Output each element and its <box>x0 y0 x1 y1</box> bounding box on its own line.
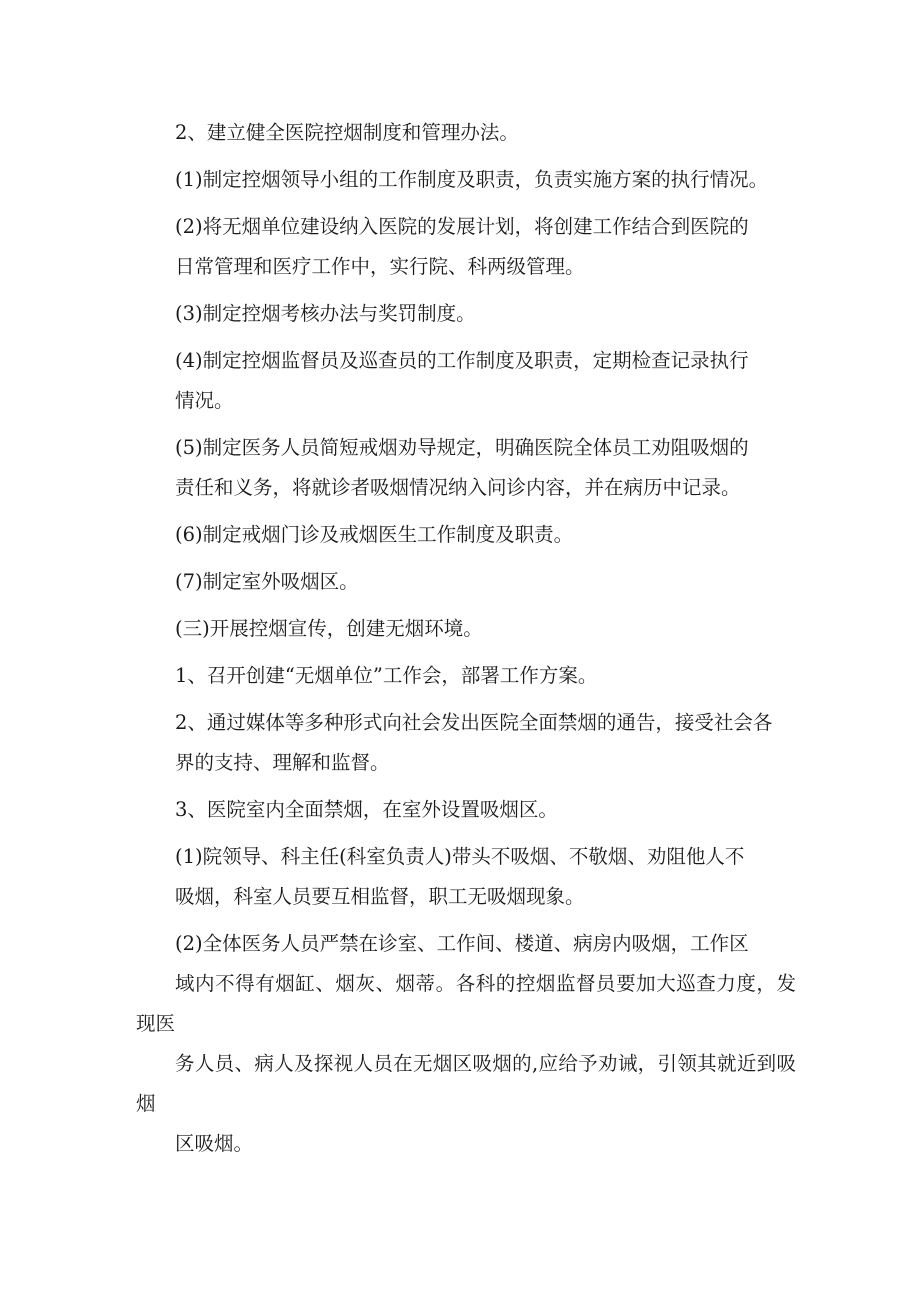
paragraph <box>136 562 796 602</box>
paragraph-line: 3、医院室内全面禁烟，在室外设置吸烟区。 <box>175 798 558 821</box>
paragraph <box>136 703 796 783</box>
paragraph <box>136 609 796 649</box>
paragraph-line: (5)制定医务人员简短戒烟劝导规定，明确医院全体员工劝阻吸烟的 <box>175 436 749 459</box>
paragraph-line: 日常管理和医疗工作中，实行院、科两级管理。 <box>175 255 585 278</box>
paragraph-line: (2)将无烟单位建设纳入医院的发展计划，将创建工作结合到医院的 <box>175 215 749 238</box>
paragraph <box>136 837 796 917</box>
paragraph-line: 务人员、病人及探视人员在无烟区吸烟的,应给予劝诫，引领其就近到吸烟 <box>136 1052 796 1115</box>
paragraph-line: (1)制定控烟领导小组的工作制度及职责，负责实施方案的执行情况。 <box>175 168 769 191</box>
paragraph-line: (4)制定控烟监督员及巡查员的工作制度及职责，定期检查记录执行 <box>175 349 749 372</box>
paragraph-line: 情况。 <box>175 389 234 412</box>
paragraph-line: (三)开展控烟宣传，创建无烟环境。 <box>175 617 483 640</box>
paragraph <box>136 207 796 287</box>
paragraph-line: (2)全体医务人员严禁在诊室、工作间、楼道、病房内吸烟，工作区 <box>175 932 749 955</box>
paragraph <box>136 515 796 555</box>
paragraph <box>136 924 796 1164</box>
paragraph <box>136 428 796 508</box>
paragraph-line: 吸烟，科室人员要互相监督，职工无吸烟现象。 <box>175 885 585 908</box>
document-body <box>136 113 796 1171</box>
paragraph <box>136 113 796 153</box>
paragraph-line: 域内不得有烟缸、烟灰、烟蒂。各科的控烟监督员要加大巡查力度，发现医 <box>136 972 796 1035</box>
paragraph-line: 1、召开创建“无烟单位”工作会，部署工作方案。 <box>175 664 598 687</box>
paragraph-line: 2、通过媒体等多种形式向社会发出医院全面禁烟的通告，接受社会各 <box>175 711 773 734</box>
paragraph-line: (6)制定戒烟门诊及戒烟医生工作制度及职责。 <box>175 523 574 546</box>
paragraph <box>136 656 796 696</box>
paragraph <box>136 294 796 334</box>
paragraph <box>136 160 796 200</box>
paragraph-line: (1)院领导、科主任(科室负责人)带头不吸烟、不敬烟、劝阻他人不 <box>175 845 745 868</box>
paragraph-line: 责任和义务，将就诊者吸烟情况纳入问诊内容，并在病历中记录。 <box>175 476 741 499</box>
paragraph-line: 2、建立健全医院控烟制度和管理办法。 <box>175 121 519 144</box>
paragraph-line: 界的支持、理解和监督。 <box>175 751 390 774</box>
paragraph-line: (3)制定控烟考核办法与奖罚制度。 <box>175 302 476 325</box>
paragraph-line: 区吸烟。 <box>175 1132 254 1155</box>
paragraph <box>136 341 796 421</box>
paragraph <box>136 790 796 830</box>
paragraph-line: (7)制定室外吸烟区。 <box>175 570 359 593</box>
